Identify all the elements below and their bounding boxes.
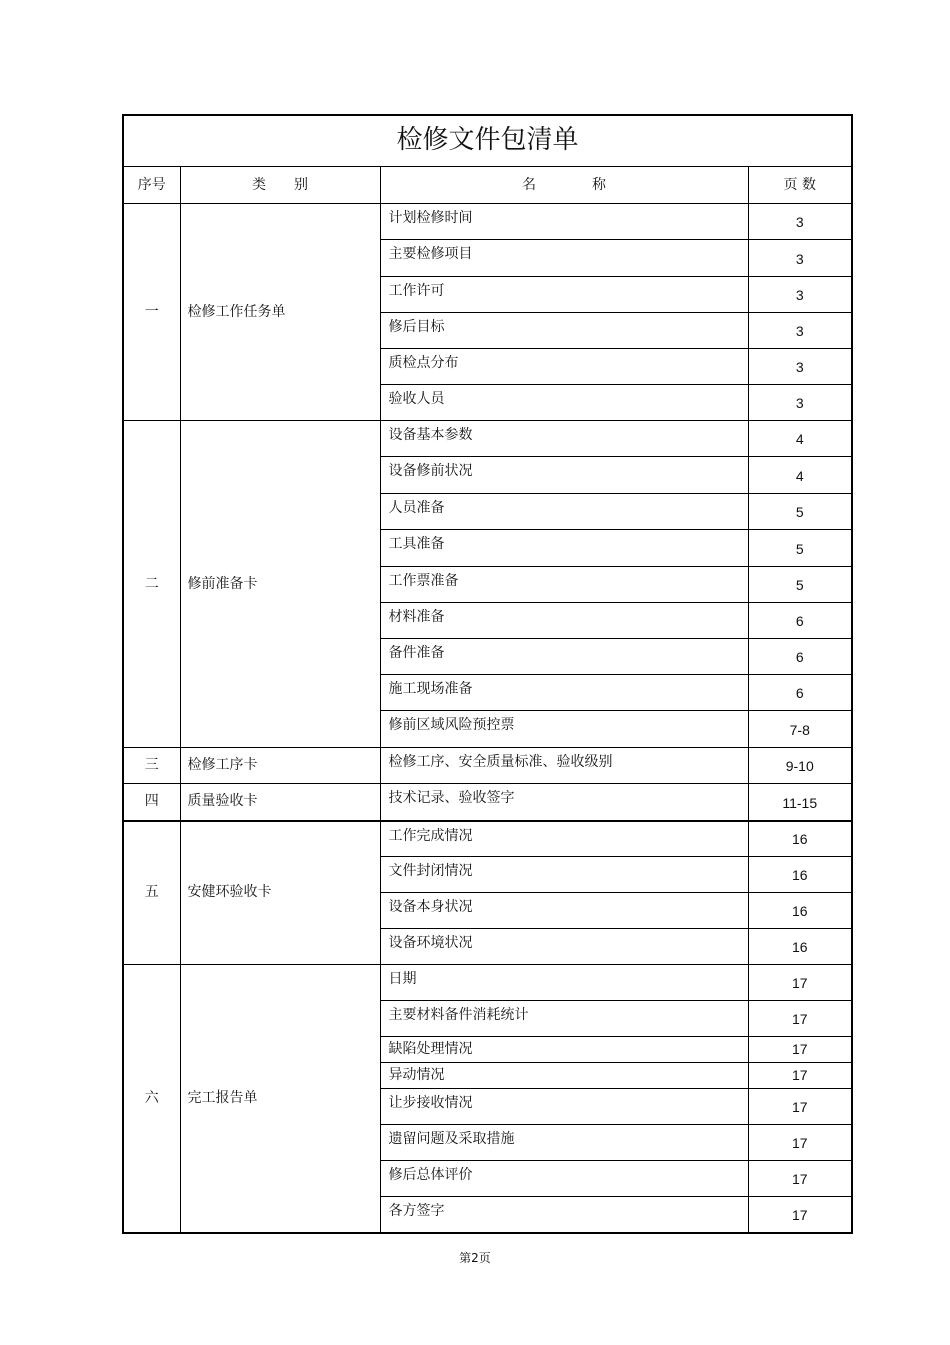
- item-name: 各方签字: [380, 1197, 748, 1233]
- item-name: 设备基本参数: [380, 421, 748, 457]
- item-pages: 3: [748, 277, 852, 313]
- item-name: 修前区域风险预控票: [380, 711, 748, 748]
- header-name: 名 称: [380, 167, 748, 204]
- item-name: 异动情况: [380, 1063, 748, 1089]
- group-number: 二: [123, 421, 180, 748]
- group-category: 检修工作任务单: [180, 204, 380, 421]
- table-row: [123, 784, 852, 821]
- table-row: [123, 821, 852, 857]
- page-number: 第2页: [459, 1251, 491, 1265]
- header-pages: 页 数: [748, 167, 852, 204]
- group-number: 五: [123, 821, 180, 965]
- item-pages: 17: [748, 1125, 852, 1161]
- item-pages: 17: [748, 1037, 852, 1063]
- item-name: 修后总体评价: [380, 1161, 748, 1197]
- item-name: 修后目标: [380, 313, 748, 349]
- header-row: [123, 167, 852, 204]
- page-title: 检修文件包清单: [123, 115, 852, 167]
- item-name: 主要检修项目: [380, 240, 748, 277]
- item-name: 主要材料备件消耗统计: [380, 1001, 748, 1037]
- item-name: 让步接收情况: [380, 1089, 748, 1125]
- header-no: 序号: [123, 167, 180, 204]
- item-pages: 3: [748, 349, 852, 385]
- item-name: 工作票准备: [380, 567, 748, 603]
- item-name: 设备修前状况: [380, 457, 748, 494]
- item-name: 质检点分布: [380, 349, 748, 385]
- item-pages: 3: [748, 313, 852, 349]
- item-name: 施工现场准备: [380, 675, 748, 711]
- group-number: 一: [123, 204, 180, 421]
- item-pages: 17: [748, 965, 852, 1001]
- table-row: [123, 748, 852, 784]
- item-pages: 3: [748, 204, 852, 240]
- item-pages: 11-15: [748, 784, 852, 821]
- item-pages: 5: [748, 530, 852, 567]
- item-name: 验收人员: [380, 385, 748, 421]
- item-name: 工作完成情况: [380, 821, 748, 857]
- item-name: 人员准备: [380, 494, 748, 530]
- item-pages: 5: [748, 494, 852, 530]
- item-pages: 16: [748, 857, 852, 893]
- item-pages: 3: [748, 385, 852, 421]
- item-pages: 17: [748, 1161, 852, 1197]
- item-pages: 6: [748, 639, 852, 675]
- item-pages: 4: [748, 421, 852, 457]
- item-pages: 6: [748, 603, 852, 639]
- item-name: 设备环境状况: [380, 929, 748, 965]
- title-row: [123, 115, 852, 167]
- group-number: 四: [123, 784, 180, 821]
- item-pages: 17: [748, 1001, 852, 1037]
- item-name: 检修工序、安全质量标准、验收级别: [380, 748, 748, 784]
- item-pages: 16: [748, 929, 852, 965]
- header-category: 类 别: [180, 167, 380, 204]
- group-category: 检修工序卡: [180, 748, 380, 784]
- group-category: 完工报告单: [180, 965, 380, 1233]
- item-pages: 17: [748, 1089, 852, 1125]
- item-name: 计划检修时间: [380, 204, 748, 240]
- item-pages: 16: [748, 821, 852, 857]
- group-category: 质量验收卡: [180, 784, 380, 821]
- item-name: 缺陷处理情况: [380, 1037, 748, 1063]
- document-table: [122, 114, 853, 1234]
- group-category: 修前准备卡: [180, 421, 380, 748]
- item-pages: 9-10: [748, 748, 852, 784]
- item-pages: 3: [748, 240, 852, 277]
- item-pages: 17: [748, 1197, 852, 1233]
- item-name: 材料准备: [380, 603, 748, 639]
- group-category: 安健环验收卡: [180, 821, 380, 965]
- item-name: 工作许可: [380, 277, 748, 313]
- item-name: 技术记录、验收签字: [380, 784, 748, 821]
- item-name: 文件封闭情况: [380, 857, 748, 893]
- item-name: 备件准备: [380, 639, 748, 675]
- table-row: [123, 204, 852, 240]
- table-row: [123, 421, 852, 457]
- item-name: 工具准备: [380, 530, 748, 567]
- group-number: 六: [123, 965, 180, 1233]
- group-number: 三: [123, 748, 180, 784]
- item-pages: 7-8: [748, 711, 852, 748]
- item-name: 设备本身状况: [380, 893, 748, 929]
- item-name: 遗留问题及采取措施: [380, 1125, 748, 1161]
- item-pages: 17: [748, 1063, 852, 1089]
- item-pages: 5: [748, 567, 852, 603]
- item-name: 日期: [380, 965, 748, 1001]
- item-pages: 4: [748, 457, 852, 494]
- table-row: [123, 965, 852, 1001]
- item-pages: 6: [748, 675, 852, 711]
- item-pages: 16: [748, 893, 852, 929]
